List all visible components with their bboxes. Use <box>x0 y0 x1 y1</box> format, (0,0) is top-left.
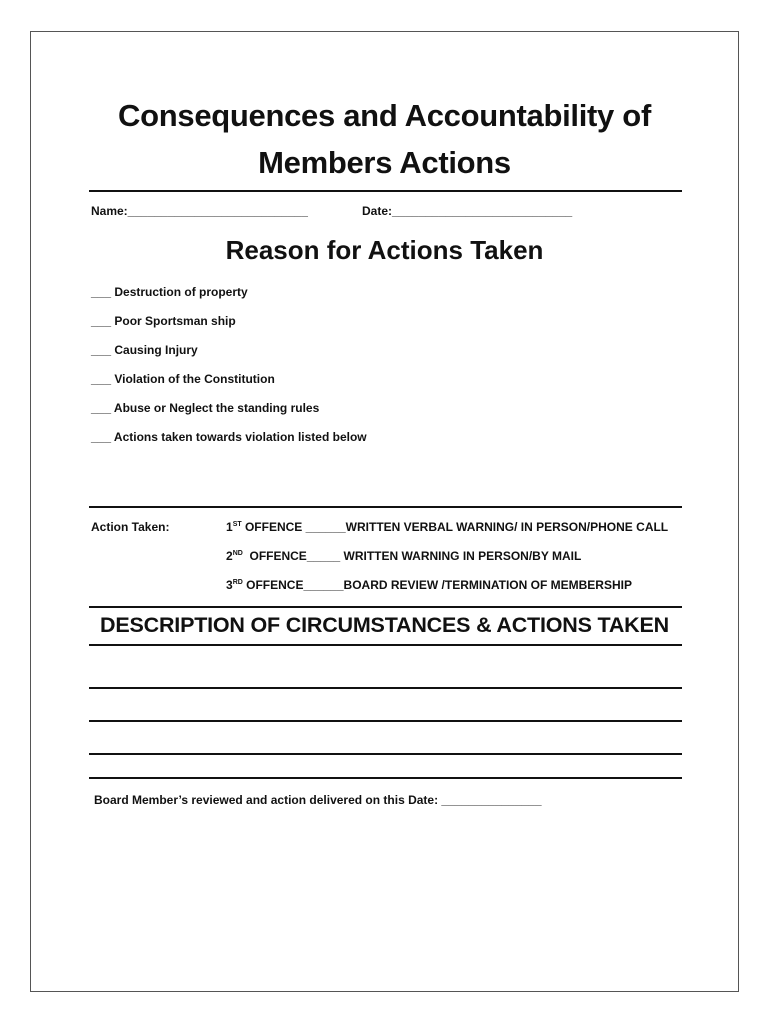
reason-item-constitution[interactable]: ___ Violation of the Constitution <box>91 372 275 386</box>
reason-item-sportsmanship[interactable]: ___ Poor Sportsman ship <box>91 314 236 328</box>
offence-row-1[interactable] <box>226 520 668 534</box>
offence-row-3[interactable] <box>226 578 632 592</box>
description-line-2[interactable] <box>89 720 682 722</box>
description-divider-bottom <box>89 644 682 646</box>
action-taken-label: Action Taken: <box>91 520 170 534</box>
offence-1-number: 1 <box>226 520 233 534</box>
description-line-1[interactable] <box>89 687 682 689</box>
reason-item-injury[interactable]: ___ Causing Injury <box>91 343 198 357</box>
offence-1-suffix: ST <box>232 521 242 528</box>
form-title-line2: Members Actions <box>258 145 511 180</box>
offence-2-text: OFFENCE_____ WRITTEN WARNING IN PERSON/BY MAIL <box>242 549 582 563</box>
reasons-heading: Reason for Actions Taken <box>225 235 544 265</box>
offence-2-suffix: ND <box>232 550 243 557</box>
description-heading: DESCRIPTION OF CIRCUMSTANCES & ACTIONS TAKEN <box>100 613 669 637</box>
offence-1-text: OFFENCE ______WRITTEN VERBAL WARNING/ IN PERSON/PHONE CALL <box>241 520 669 534</box>
offence-3-text: OFFENCE______BOARD REVIEW /TERMINATION OF MEMBERSHIP <box>242 578 632 592</box>
board-review-date-line[interactable]: Board Member’s reviewed and action delivered on this Date: _______________ <box>94 793 542 807</box>
name-field[interactable]: Name:___________________________ <box>91 204 308 218</box>
form-page <box>30 31 739 992</box>
description-line-4[interactable] <box>89 777 682 779</box>
offence-2-number: 2 <box>226 549 233 563</box>
offence-row-2[interactable] <box>226 549 581 563</box>
date-field[interactable]: Date:___________________________ <box>362 204 573 218</box>
reason-item-standing-rules[interactable]: ___ Abuse or Neglect the standing rules <box>91 401 320 415</box>
form-title-line1: Consequences and Accountability of <box>118 98 651 133</box>
offence-3-suffix: RD <box>232 579 243 586</box>
reason-item-destruction[interactable]: ___ Destruction of property <box>91 285 248 299</box>
description-line-3[interactable] <box>89 753 682 755</box>
actions-divider-top <box>89 506 682 508</box>
reason-item-violation-below[interactable]: ___ Actions taken towards violation listed below <box>91 430 367 444</box>
description-divider-top <box>89 606 682 608</box>
title-divider <box>89 190 682 192</box>
offence-3-number: 3 <box>226 578 233 592</box>
